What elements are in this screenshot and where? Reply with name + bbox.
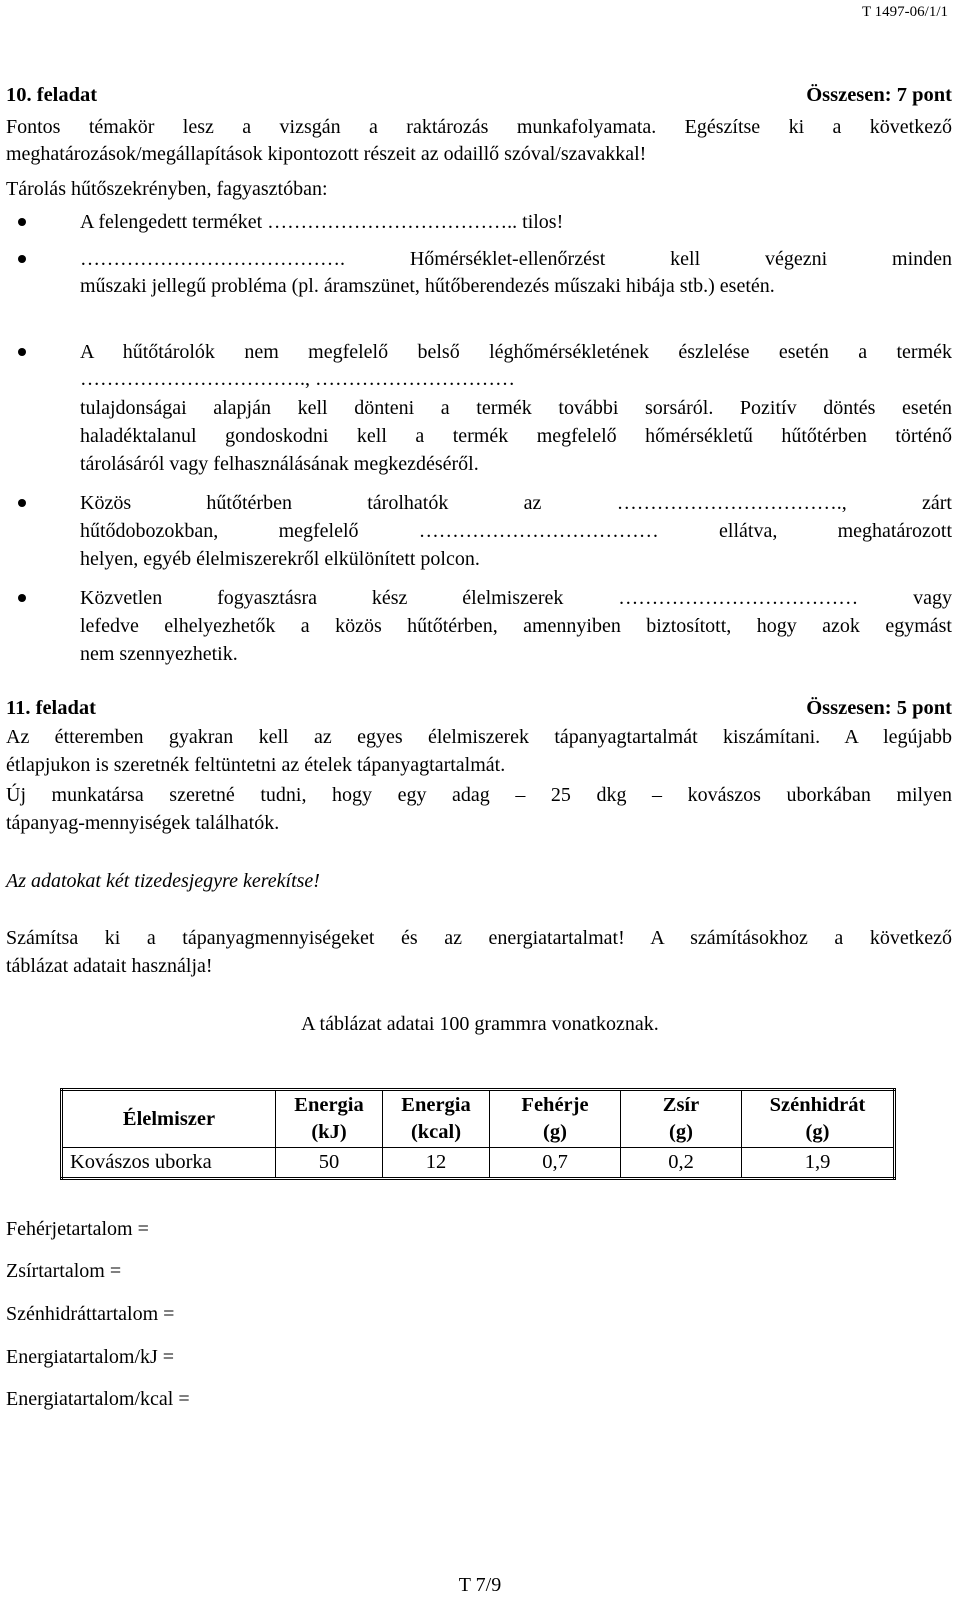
bullet-2-dot [18, 255, 26, 263]
header-cell-energy-kj: Energia (kJ) [276, 1090, 383, 1148]
bullet-4-line3: helyen, egyéb élelmiszerekről elkülönített polcon. [80, 548, 480, 570]
bullet-3-line4: haladéktalanul gondoskodni kell a termék megfelelő hőmérsékletű hűtőtérben történő [80, 425, 952, 447]
bullet-5-line3: nem szennyezhetik. [80, 643, 238, 665]
table-caption: A táblázat adatai 100 grammra vonatkoznak. [301, 1013, 659, 1035]
bullet-3-line1: A hűtőtárolók nem megfelelő belső léghőmérsékletének észlelése esetén a termék [80, 341, 952, 363]
bullet-1-text: A felengedett terméket ……………………………….. tilos! [80, 211, 564, 233]
rounding-instruction: Az adatokat két tizedesjegyre kerekítse! [6, 870, 320, 892]
task-11-header [6, 697, 952, 720]
bullet-4-line2: hűtődobozokban, megfelelő ……………………………… ellátva, meghatározott [80, 520, 952, 542]
answer-energy-kj-label: Energiatartalom/kJ = [6, 1346, 175, 1368]
bullet-2-line2: műszaki jellegű probléma (pl. áramszünet, hűtőberendezés műszaki hibája stb.) esetén. [80, 275, 775, 297]
task-10-points: Összesen: 7 pont [806, 84, 952, 106]
header-cell-protein: Fehérje (g) [490, 1090, 621, 1148]
answer-carbohydrate-label: Szénhidráttartalom = [6, 1303, 175, 1325]
bullet-2-line1: …………………………………. Hőmérséklet-ellenőrzést kell végezni minden [80, 248, 952, 270]
bullet-1-dot [18, 218, 26, 226]
task-11-para1-line2: étlapjukon is szeretnék feltüntetni az ételek tápanyagtartalmát. [6, 754, 506, 776]
task-10-intro-line2: meghatározások/megállapítások kipontozott részeit az odaillő szóval/szavakkal! [6, 143, 647, 165]
task-10-header [6, 84, 952, 107]
bullet-3-line5: tárolásáról vagy felhasználásának megkezdéséről. [80, 453, 479, 475]
cell-protein: 0,7 [490, 1148, 621, 1179]
task-11-para3-line1: Számítsa ki a tápanyagmennyiségeket és az energiatartalmat! A számításokhoz a következő [6, 927, 952, 949]
task-11-para1-line1: Az étteremben gyakran kell az egyes élelmiszerek tápanyagtartalmát kiszámítani. A legújabb [6, 726, 952, 748]
header-cell-food: Élelmiszer [62, 1090, 276, 1148]
task-11-para3-line2: táblázat adatait használja! [6, 955, 213, 977]
table-row [62, 1148, 895, 1179]
task-10-intro-line1: Fontos témakör lesz a vizsgán a raktározás munkafolyamata. Egészítse ki a következő [6, 116, 952, 138]
task-11-para2-line2: tápanyag-mennyiségek találhatók. [6, 812, 280, 834]
bullet-5-line1: Közvetlen fogyasztásra kész élelmiszerek ……………………………… vagy [80, 587, 952, 609]
task-11-points: Összesen: 5 pont [806, 697, 952, 719]
task-10-subheading: Tárolás hűtőszekrényben, fagyasztóban: [6, 178, 328, 200]
cell-food: Kovászos uborka [62, 1148, 276, 1179]
bullet-3-line2: ……………………………., ………………………… [80, 368, 515, 390]
answer-energy-kcal-label: Energiatartalom/kcal = [6, 1388, 190, 1410]
page-number: T 7/9 [458, 1574, 502, 1596]
answer-fat-label: Zsírtartalom = [6, 1260, 122, 1282]
task-11-title: 11. feladat [6, 697, 96, 719]
bullet-3-line3: tulajdonságai alapján kell dönteni a termék további sorsáról. Pozitív döntés esetén [80, 397, 952, 419]
header-cell-carbohydrate: Szénhidrát (g) [742, 1090, 895, 1148]
bullet-5-dot [18, 594, 26, 602]
cell-energy-kcal: 12 [383, 1148, 490, 1179]
bullet-5-line2: lefedve elhelyezhetők a közös hűtőtérben, amennyiben biztosított, hogy azok egymást [80, 615, 952, 637]
bullet-3-dot [18, 348, 26, 356]
cell-energy-kj: 50 [276, 1148, 383, 1179]
document-code: T 1497-06/1/1 [862, 4, 948, 20]
answer-protein-label: Fehérjetartalom = [6, 1218, 149, 1240]
header-cell-fat: Zsír (g) [621, 1090, 742, 1148]
task-11-para2-line1: Új munkatársa szeretné tudni, hogy egy adag – 25 dkg – kovászos uborkában milyen [6, 784, 952, 806]
header-cell-energy-kcal: Energia (kcal) [383, 1090, 490, 1148]
cell-carbohydrate: 1,9 [742, 1148, 895, 1179]
bullet-4-line1: Közös hűtőtérben tárolhatók az ……………………………., zárt [80, 492, 952, 514]
cell-fat: 0,2 [621, 1148, 742, 1179]
task-10-title: 10. feladat [6, 84, 98, 106]
bullet-4-dot [18, 499, 26, 507]
table-header-row [62, 1090, 895, 1148]
nutrition-table [60, 1088, 896, 1180]
